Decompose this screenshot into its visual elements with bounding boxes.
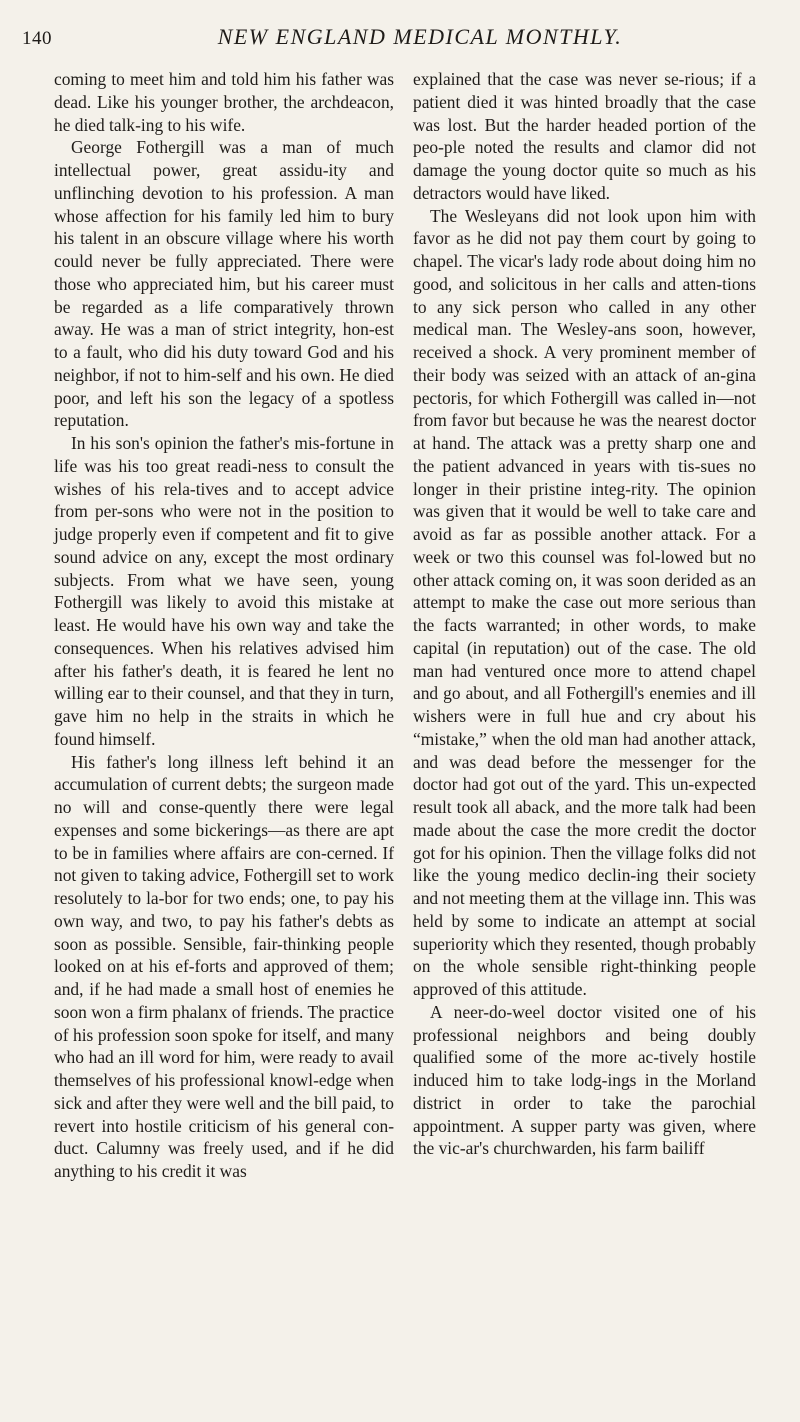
paragraph: The Wesleyans did not look upon him with favor as he did not pay them court by going to chapel. The vicar's lady rode about doing him no good, and solicitous in her calls and atten-tions to any sick person who called in any other medical man. The Wesley-ans soon, however, received a shock. A very prominent member of their body was seized with an attack of an-gina pectoris, for which Fothergill was called in—not from favor but because he was the nearest doctor at hand. The attack was a pretty sharp one and the patient advanced in years with tis-sues no longer in their pristine integ-rity. The opinion was given that it would be well to take care and avoid as far as possible another attack. For a week or two this counsel was fol-lowed but no other attack coming on, it was soon derided as an attempt to make the case out more serious than the facts warranted; in other words, to make capital (in reputation) out of the case. The old man had ventured once more to attend chapel and go about, and all Fothergill's enemies and ill wishers were in full hue and cry about his “mistake,” when the old man had another attack, and was dead before the messenger for the doctor had got out of the yard. This un-expected result took all aback, and the more talk had been made about the case the more credit the doctor got for his opinion. Then the village folks did not like the young medico declin-ing their society and not meeting them at the village inn. This was held by some to indicate an attempt at social superiority which they resented, though probably on the whole sensible right-thinking people approved of this attitude.: [413, 205, 756, 999]
running-title: NEW ENGLAND MEDICAL MONTHLY.: [217, 24, 623, 49]
paragraph: In his son's opinion the father's mis-fortune in life was his too great readi-ness to consult the wishes of his rela-tives and to accept advice from per-sons who were not in the position to judge properly even if competent and fit to give sound advice on any, except the most ordinary subjects. From what we have seen, young Fothergill was likely to avoid this mistake at least. He would have his own way and take the consequences. When his relatives advised him after his father's death, it is feared he lent no willing ear to their counsel, and that they in turn, gave him no help in the straits in which he found himself.: [54, 433, 394, 749]
paragraph: coming to meet him and told him his father was dead. Like his younger brother, the archdeacon, he died talk-ing to his wife.: [54, 69, 394, 135]
page-header: [0, 22, 800, 58]
page-number: 140: [22, 28, 52, 49]
paragraph: A neer-do-weel doctor visited one of his professional neighbors and being doubly qualified some of the more ac-tively hostile induced him to take lodg-ings in the Morland district in order to take the parochial appointment. A supper party was given, where the vic-ar's churchwarden, his farm bailiff: [413, 1001, 756, 1159]
left-column: [54, 68, 394, 1183]
paragraph: George Fothergill was a man of much intellectual power, great assidu-ity and unflinching devotion to his profession. A man whose affection for his family led him to bury his talent in an obscure village where his worth could never be fully appreciated. There were those who appreciated him, but his career must be regarded as a life comparatively thrown away. He was a man of strict integrity, hon-est to a fault, who did his duty toward God and his neighbor, if not to him-self and his own. He died poor, and left his son the legacy of a spotless reputation.: [54, 137, 394, 431]
right-column: [413, 68, 756, 1160]
paragraph: explained that the case was never se-rious; if a patient died it was hinted broadly that the case was lost. But the harder headed portion of the peo-ple noted the results and clamor did not damage the young doctor quite so much as his detractors would have liked.: [413, 69, 756, 203]
paragraph: His father's long illness left behind it an accumulation of current debts; the surgeon made no will and conse-quently there were legal expenses and some bickerings—as there are apt to be in families where affairs are con-cerned. If not given to taking advice, Fothergill set to work resolutely to la-bor for two ends; one, to pay his own way, and two, to pay his father's debts as soon as possible. Sensible, fair-thinking people looked on at his ef-forts and approved of them; and, if he had made a small host of enemies he soon won a firm phalanx of friends. The practice of his profession soon spoke for itself, and many who had an ill word for him, were ready to avail themselves of his professional knowl-edge when sick and after they were well and the bill paid, to revert into hostile criticism of his general con-duct. Calumny was freely used, and if he did anything to his credit it was: [54, 751, 394, 1181]
